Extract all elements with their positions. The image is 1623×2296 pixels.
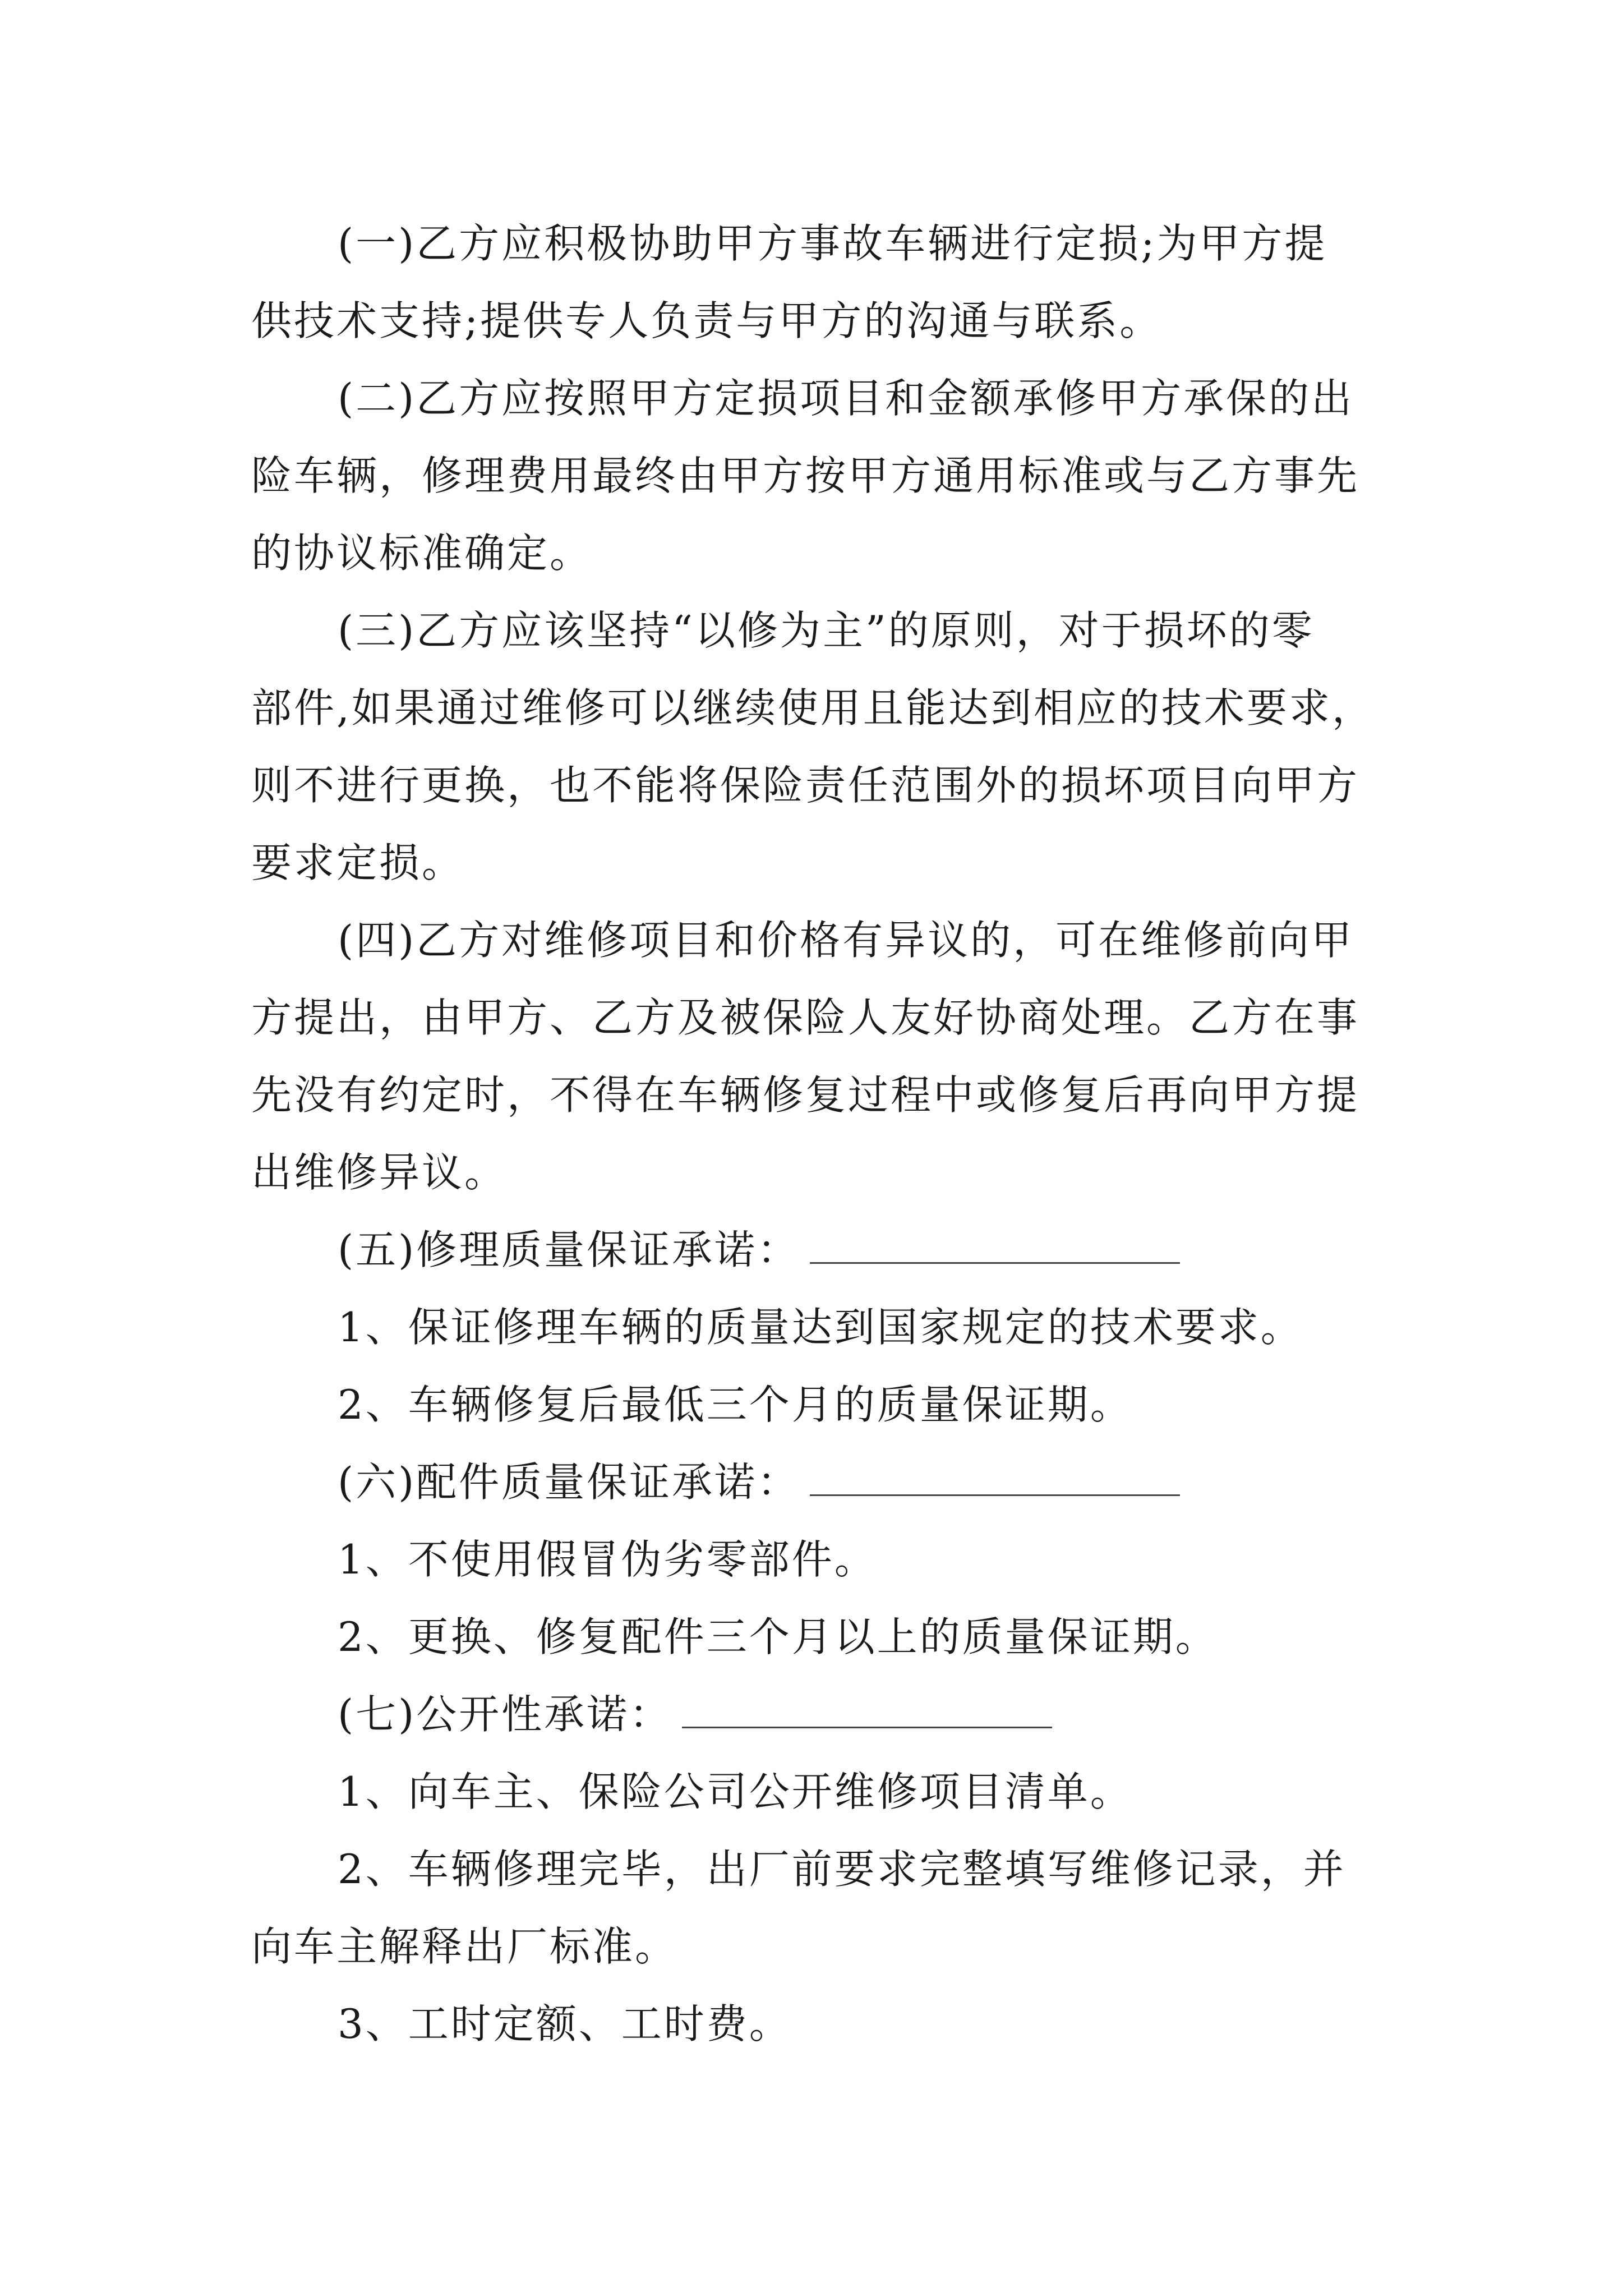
fill-in-blank[interactable] [810, 1462, 1180, 1496]
text-line: 的协议标准确定。 [251, 530, 593, 577]
text-line [251, 1211, 1384, 1289]
clause-5-heading [251, 1211, 1384, 1289]
clause-4 [251, 901, 1384, 1211]
text-line: 则不进行更换，也不能将保险责任范围外的损坏项目向甲方 [251, 762, 1360, 809]
document-body [251, 205, 1384, 2063]
text-line: 1、保证修理车辆的质量达到国家规定的技术要求。 [338, 1304, 1303, 1351]
clause-6-heading [251, 1443, 1384, 1521]
clause-3 [251, 592, 1384, 901]
fill-in-blank[interactable] [682, 1694, 1052, 1728]
fill-in-blank[interactable] [810, 1230, 1180, 1264]
clause-1 [251, 205, 1384, 360]
text-line: 向车主解释出厂标准。 [251, 1923, 678, 1970]
text-line: 部件,如果通过维修可以继续使用且能达到相应的技术要求， [251, 684, 1375, 731]
text-line: 出维修异议。 [251, 1149, 508, 1196]
text-line: 要求定损。 [251, 839, 465, 886]
text-line: 供技术支持;提供专人负责与甲方的沟通与联系。 [251, 297, 1163, 344]
text-line: 1、向车主、保险公司公开维修项目清单。 [338, 1768, 1133, 1815]
clause-7-item-1 [251, 1753, 1384, 1830]
clause-7-heading [251, 1676, 1384, 1753]
text-line: (三)乙方应该坚持“以修为主”的原则，对于损坏的零 [338, 607, 1315, 654]
heading-text: (七)公开性承诺： [338, 1691, 672, 1738]
text-line: 2、车辆修复后最低三个月的质量保证期。 [338, 1381, 1133, 1428]
clause-6-item-2 [251, 1598, 1384, 1676]
text-line: 3、工时定额、工时费。 [338, 2000, 792, 2047]
clause-6-item-1 [251, 1521, 1384, 1598]
text-line: 1、不使用假冒伪劣零部件。 [338, 1536, 877, 1583]
heading-text: (六)配件质量保证承诺： [338, 1458, 800, 1506]
text-line: 先没有约定时，不得在车辆修复过程中或修复后再向甲方提 [251, 1071, 1360, 1119]
clause-7-item-3 [251, 1985, 1384, 2063]
text-line: (一)乙方应积极协助甲方事故车辆进行定损;为甲方提 [338, 220, 1327, 267]
text-line [251, 1443, 1384, 1521]
text-line: 2、车辆修理完毕，出厂前要求完整填写维修记录，并 [338, 1846, 1346, 1893]
clause-5-item-1 [251, 1289, 1384, 1366]
text-line: 2、更换、修复配件三个月以上的质量保证期。 [338, 1613, 1218, 1660]
text-line: 方提出，由甲方、乙方及被保险人友好协商处理。乙方在事 [251, 994, 1360, 1041]
text-line: (二)乙方应按照甲方定损项目和金额承修甲方承保的出 [338, 375, 1354, 422]
clause-7-item-2 [251, 1830, 1384, 1985]
clause-5-item-2 [251, 1366, 1384, 1443]
text-line: 险车辆，修理费用最终由甲方按甲方通用标准或与乙方事先 [251, 452, 1360, 499]
text-line [251, 1676, 1384, 1753]
clause-2 [251, 360, 1384, 592]
text-line: (四)乙方对维修项目和价格有异议的，可在维修前向甲 [338, 917, 1354, 964]
heading-text: (五)修理质量保证承诺： [338, 1226, 800, 1273]
